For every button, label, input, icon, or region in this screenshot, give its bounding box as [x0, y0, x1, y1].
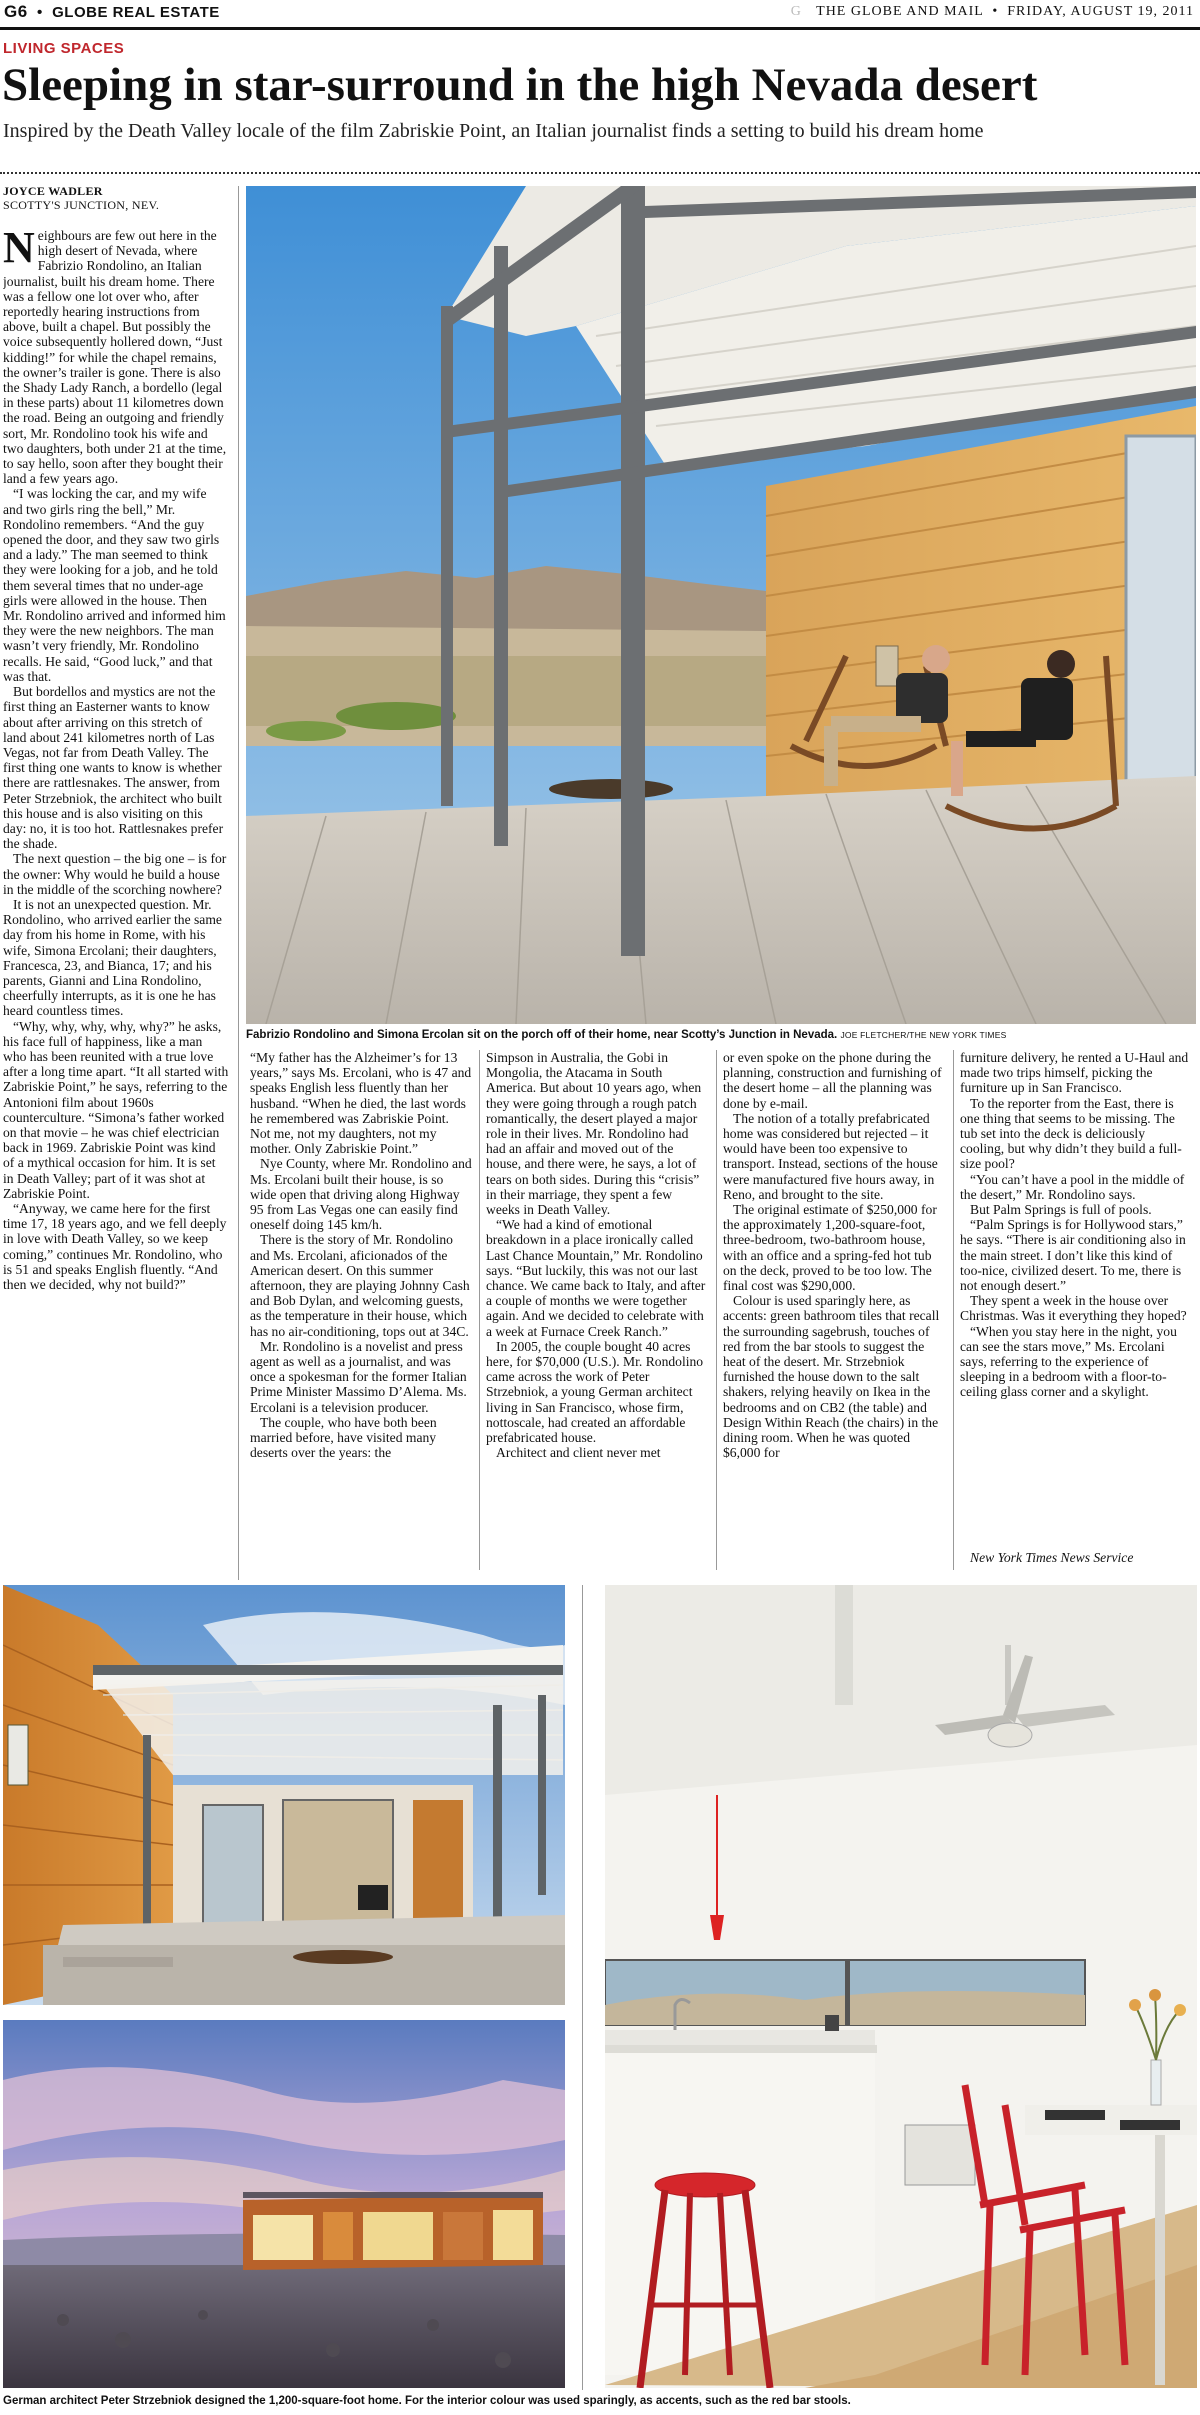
dateline: SCOTTY'S JUNCTION, NEV.: [3, 198, 160, 212]
article-paragraph: “I was locking the car, and my wife and two girls ring the bell,” Mr. Rondolino remembers. “And the guy opened the door, and they saw two girls and a lady.” The man seemed to think they were looking for a job, and he told them several times that no under-age girls were allowed in the house. Then Mr. Rondolino arrived and informed him they were the new neighbors. The man wasn’t very friendly, Mr. Rondolino recalls. He said, “Good luck,” and that was that.: [3, 486, 226, 684]
dotted-divider: [0, 172, 1200, 174]
article-column-1: [3, 228, 229, 1580]
main-photo-porch: [246, 186, 1196, 1024]
photo-credit: JOE FLETCHER/THE NEW YORK TIMES: [840, 1030, 1007, 1040]
kitchen-photo-svg: [605, 1585, 1197, 2388]
article-column-2: [250, 1050, 472, 1570]
article-paragraph: “Anyway, we came here for the first time 17, 18 years ago, and we fell deeply in love with Death Valley, so we keep coming,” continues Mr. Rondolino, who is 51 and speaks English fluently. “And then we decided, why not build?”: [3, 1201, 227, 1293]
article-paragraph: or even spoke on the phone during the planning, construction and furnishing of the desert home – all the planning was done by e-mail.: [723, 1050, 942, 1111]
drop-cap: N: [3, 228, 35, 272]
column-rule: [582, 1585, 583, 2390]
issue-date: FRIDAY, AUGUST 19, 2011: [1007, 4, 1194, 19]
article-paragraph: The original estimate of $250,000 for the approximately 1,200-square-foot, three-bedroom, two-bathroom house, with an office and a spring-fed hot tub on the deck, proved to be too low. The final cost was $290,000.: [723, 1202, 937, 1294]
article-paragraph: “Palm Springs is for Hollywood stars,” he says. “There is air conditioning also in the main street. I don’t like this kind of too-nice, civilized desert. To me, there is not enough desert.”: [960, 1217, 1186, 1294]
news-service-signoff: New York Times News Service: [970, 1550, 1134, 1565]
article-paragraph: Mr. Rondolino is a novelist and press agent as well as a journalist, and was once a spokesman for the former Italian Prime Minister Massimo D’Alema. Ms. Ercolani is a television producer.: [250, 1338, 467, 1415]
column-rule: [953, 1050, 954, 1570]
column-rule: [238, 186, 239, 1580]
paper-name: THE GLOBE AND MAIL: [816, 4, 984, 19]
byline-block: [3, 184, 159, 212]
article-paragraph: They spent a week in the house over Christmas. Was it everything they hoped?: [960, 1293, 1187, 1324]
article-paragraph: But Palm Springs is full of pools.: [970, 1202, 1152, 1218]
article-paragraph: The notion of a totally prefabricated home was considered but rejected – it would have been too expensive to transport. Instead, sections of the house were manufactured five hours away, in Reno, and brought to the site.: [723, 1110, 938, 1202]
page-header-left: G6 • GLOBE REAL ESTATE: [4, 2, 220, 21]
section-label: LIVING SPACES: [3, 40, 125, 57]
article-paragraph: But bordellos and mystics are not the first thing an Easterner wants to know about after arriving on this stretch of land about 241 kilometres north of Las Vegas, not far from Death Valley. The first thing one wants to know is whether there are rattlesnakes. The answer, from Peter Strzebniok, the architect who built this house and is also visiting on this day: no, it is too hot. Rattlesnakes prefer the shade.: [3, 684, 224, 852]
byline-author: JOYCE WADLER: [3, 184, 103, 198]
column-rule: [479, 1050, 480, 1570]
section-name: GLOBE REAL ESTATE: [52, 4, 220, 21]
article-paragraph: “When you stay here in the night, you can see the stars move,” Ms. Ercolani says, referring to the experience of sleeping in a bedroom with a floor-to-ceiling glass corner and a skylight.: [960, 1323, 1177, 1400]
main-photo-caption: Fabrizio Rondolino and Simona Ercolan sit on the porch off of their home, near Scotty’s Junction in Nevada. JOE FLETCHER/THE NEW YORK TIMES: [246, 1029, 1007, 1041]
article-paragraph: “Why, why, why, why, why?” he asks, his face full of happiness, like a man who has been reunited with a true love after a long time apart. “It all started with Zabriskie Point,” he says, referring to the Antonioni film about 1960s counterculture. “Simona’s father worked on that movie – he was chief electrician back in 1969. Zabriskie Point was kind of a mythical occasion for him. It is set in Death Valley; part of it was shot at Zabriskie Point.: [3, 1018, 229, 1201]
article-paragraph: “We had a kind of emotional breakdown in a place ironically called Last Chance Mountain,” Mr. Rondolino says. “But luckily, this was not our last chance. We came back to Italy, and after a couple of months we were together again. And we decided to celebrate with a week at Furnace Creek Ranch.”: [486, 1217, 706, 1339]
article-paragraph: The couple, who have both been married before, have visited many deserts over the years: the: [250, 1414, 437, 1461]
page-header: [0, 0, 1200, 30]
dusk-photo-svg: [3, 2020, 565, 2388]
article-paragraph: In 2005, the couple bought 40 acres here, for $70,000 (U.S.). Mr. Rondolino came across the work of Peter Strzebniok, a young German architect living in San Francisco, whose firm, nottoscale, had created an affordable prefabricated house.: [486, 1338, 704, 1446]
article-paragraph: “My father has the Alzheimer’s for 13 years,” says Ms. Ercolani, who is 47 and speaks English less fluently than her husband. “When he died, the last words he remembered was Zabriskie Point. Not me, not my daughters, not my mother. Only Zabriskie Point.”: [250, 1050, 472, 1157]
article-paragraph: There is the story of Mr. Rondolino and Ms. Ercolani, aficionados of the American desert. On this summer afternoon, they are playing Johnny Cash and Bob Dylan, and welcoming guests, as the temperature in their house, which has no air-conditioning, tops out at 34C.: [250, 1232, 470, 1339]
photo-house-exterior: [3, 1585, 565, 2005]
porch-photo-svg: [246, 186, 1196, 1024]
article-paragraph: Colour is used sparingly here, as accents: green bathroom tiles that recall the surrounding sagebrush, touches of red from the bar stools to suggest the heat of the desert. Mr. Strzebniok furnished the house down to the salt shakers, relying heavily on Ikea in the bedrooms and on CB2 (the table) and Design Within Reach (the chairs) in the dining room. When he was quoted $6,000 for: [723, 1293, 940, 1461]
article-paragraph: It is not an unexpected question. Mr. Rondolino, who arrived earlier the same day from his home in Rome, with his wife, Simona Ercolani; their daughters, Francesca, 23, and Bianca, 17; and his parents, Gianni and Lina Rondolino, cheerfully interrupts, as it is one he has heard countless times.: [3, 896, 222, 1019]
page-header-right: G THE GLOBE AND MAIL • FRIDAY, AUGUST 19, 2011: [790, 4, 1194, 19]
page-number: G6: [4, 2, 28, 21]
bottom-photo-caption: German architect Peter Strzebniok designed the 1,200-square-foot home. For the interior colour was used sparingly, as accents, such as the red bar stools.: [3, 2395, 851, 2407]
exterior-photo-svg: [3, 1585, 565, 2005]
headline: Sleeping in star-surround in the high Nevada desert: [2, 59, 1038, 111]
article-paragraph: “You can’t have a pool in the middle of the desert,” Mr. Rondolino says.: [960, 1171, 1185, 1202]
article-column-3: [486, 1050, 708, 1570]
photo-house-dusk: [3, 2020, 565, 2388]
column-rule: [716, 1050, 717, 1570]
article-column-4: [723, 1050, 945, 1570]
article-column-5: [960, 1050, 1192, 1550]
deck: Inspired by the Death Valley locale of the film Zabriskie Point, an Italian journalist finds a setting to build his dream home: [3, 120, 984, 142]
article-paragraph: furniture delivery, he rented a U-Haul and made two trips himself, picking the furniture up in San Francisco.: [960, 1050, 1189, 1096]
globe-logo-icon: G: [790, 4, 802, 19]
article-paragraph: Architect and client never met: [496, 1445, 661, 1461]
article-paragraph: Nye County, where Mr. Rondolino and Ms. Ercolani built their house, is so wide open that driving along Highway 95 from Las Vegas one can easily find oneself doing 145 km/h.: [250, 1156, 472, 1233]
photo-interior-kitchen: [605, 1585, 1197, 2388]
article-paragraph: Simpson in Australia, the Gobi in Mongolia, the Atacama in South America. But about 10 years ago, when they were going through a rough patch romantically, the desert played a major role in their lives. Mr. Rondolino had had an affair and moved out of the house, and there were, he says, a lot of tears on both sides. During this “crisis” in their marriage, they spent a few weeks in Death Valley.: [486, 1050, 702, 1218]
article-paragraph: To the reporter from the East, there is one thing that seems to be missing. The tub set into the deck is deliciously cooling, but why didn’t they build a full-size pool?: [960, 1095, 1182, 1172]
article-paragraph: The next question – the big one – is for the owner: Why would he build a house in the middle of the scorching nowhere?: [3, 851, 227, 897]
article-paragraph: Neighbours are few out here in the high desert of Nevada, where Fabrizio Rondolino, an Italian journalist, built his dream home. There was a fellow one lot over who, after reportedly hearing instructions from above, built a chapel. But possibly the voice subsequently hollered down, “Just kidding!” for while the chapel remains, the owner’s trailer is gone. There is also the Shady Lady Ranch, a bordello (legal in these parts) about 11 kilometres down the road. Being an outgoing and friendly sort, Mr. Rondolino took his wife and two daughters, both under 21 at the time, to say hello, soon after they bought their land a few years ago.: [3, 228, 227, 487]
